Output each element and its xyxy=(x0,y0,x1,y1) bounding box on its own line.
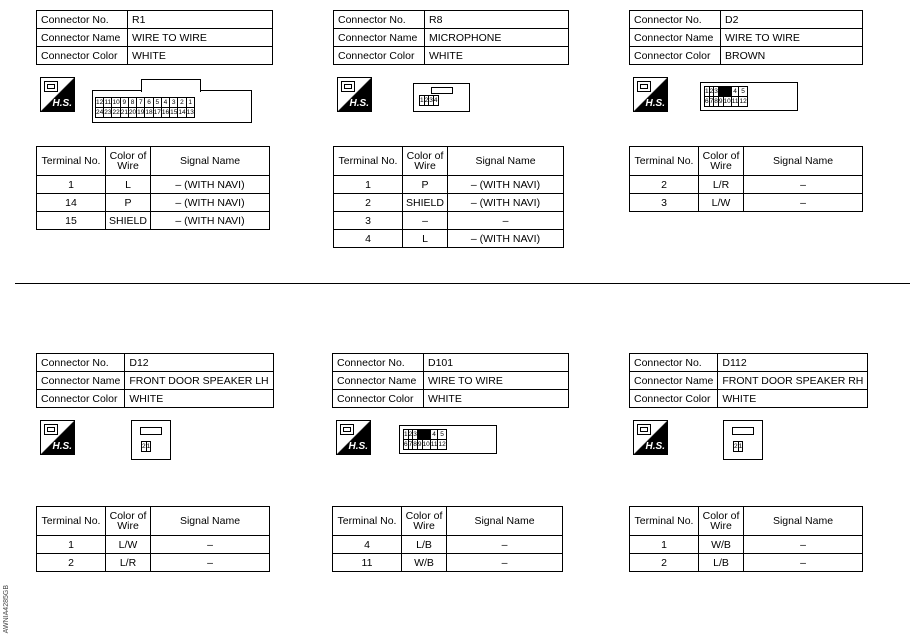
terminal-no: 14 xyxy=(37,194,106,212)
terminal-no-header: Terminal No. xyxy=(37,507,106,536)
connector-color-label: Connector Color xyxy=(630,47,721,65)
pin-cell: 1 xyxy=(146,442,151,450)
pin-cell: 18 xyxy=(145,108,153,116)
pin-cell: 9 xyxy=(718,97,723,105)
connector-info-table xyxy=(333,10,569,65)
pin-cell: 1 xyxy=(186,98,194,108)
pin-cell: 3 xyxy=(714,87,718,95)
terminal-row xyxy=(334,176,564,194)
wire-color: W/B xyxy=(699,536,744,554)
pin-cell: 2 xyxy=(142,442,146,450)
terminal-no-header: Terminal No. xyxy=(334,147,403,176)
connector-pin-grid xyxy=(733,441,743,452)
signal-name-header: Signal Name xyxy=(151,147,270,176)
pin-cell: 17 xyxy=(153,108,161,116)
figure-code: AWNIA4285GB xyxy=(3,585,10,634)
terminal-row xyxy=(37,176,270,194)
connector-color-value: WHITE xyxy=(425,47,569,65)
pin-cavity-blocked xyxy=(417,430,430,440)
connector-name-label: Connector Name xyxy=(334,29,425,47)
terminal-row xyxy=(37,194,270,212)
terminal-row xyxy=(37,536,270,554)
pin-cell: 7 xyxy=(709,97,714,105)
signal-name: – xyxy=(744,194,863,212)
pin-cell: 11 xyxy=(104,98,112,106)
signal-name: – (WITH NAVI) xyxy=(151,212,270,230)
terminal-no: 4 xyxy=(334,230,403,248)
hs-label: H.S. xyxy=(349,98,369,109)
connector-color-label: Connector Color xyxy=(37,390,125,408)
pin-cell: 9 xyxy=(120,98,128,108)
signal-name: – xyxy=(744,536,863,554)
wire-color: P xyxy=(106,194,151,212)
wire-color: L/W xyxy=(699,194,744,212)
pin-cell: 6 xyxy=(705,97,709,105)
connector-no-value: D12 xyxy=(125,354,273,372)
pin-cell: 1 xyxy=(404,430,408,438)
pin-cell: 12 xyxy=(739,97,747,105)
pin-cell: 22 xyxy=(112,108,120,116)
wire-color: L/W xyxy=(106,536,151,554)
hs-label: H.S. xyxy=(645,98,665,109)
hs-harness-side-icon xyxy=(40,420,75,455)
terminal-no: 2 xyxy=(334,194,403,212)
pin-cell: 2 xyxy=(178,98,186,108)
connector-info-table xyxy=(36,353,274,408)
pin-cavity-blocked xyxy=(718,87,731,97)
terminal-row xyxy=(333,554,563,572)
signal-name: – xyxy=(151,554,270,572)
pin-cell: 10 xyxy=(422,440,430,448)
pin-cell: 23 xyxy=(104,108,112,116)
connector-no-value: R1 xyxy=(128,11,273,29)
terminal-row xyxy=(37,212,270,230)
pin-cell: 11 xyxy=(430,440,438,448)
terminal-row xyxy=(334,194,564,212)
connector-no-label: Connector No. xyxy=(630,354,718,372)
connector-info-table xyxy=(629,10,863,65)
pin-cell: 2 xyxy=(408,430,413,438)
pin-cell: 7 xyxy=(408,440,413,448)
pin-cell: 10 xyxy=(112,98,120,106)
connector-name-value: FRONT DOOR SPEAKER RH xyxy=(718,372,868,390)
terminal-row xyxy=(630,536,863,554)
connector-color-label: Connector Color xyxy=(334,47,425,65)
pin-cell: 13 xyxy=(186,108,194,116)
pin-cell: 2 xyxy=(424,96,429,104)
pin-cell: 4 xyxy=(731,87,739,97)
connector-color-value: BROWN xyxy=(721,47,863,65)
pin-cell: 5 xyxy=(153,98,161,108)
connector-no-label: Connector No. xyxy=(334,11,425,29)
hs-harness-side-icon xyxy=(40,77,75,112)
terminal-table xyxy=(36,146,270,230)
connector-color-label: Connector Color xyxy=(630,390,718,408)
connector-name-value: WIRE TO WIRE xyxy=(424,372,569,390)
terminal-no: 2 xyxy=(37,554,106,572)
terminal-table xyxy=(36,506,270,572)
color-of-wire-header: Color of Wire xyxy=(699,147,744,176)
connector-icon xyxy=(340,424,354,435)
connector-icon xyxy=(44,424,58,435)
signal-name-header: Signal Name xyxy=(151,507,270,536)
connector-no-value: D112 xyxy=(718,354,868,372)
terminal-row xyxy=(630,176,863,194)
pin-cell: 3 xyxy=(170,98,178,108)
connector-color-value: WHITE xyxy=(718,390,868,408)
hs-harness-side-icon xyxy=(336,420,371,455)
terminal-no: 1 xyxy=(630,536,699,554)
pin-cell: 9 xyxy=(417,440,422,448)
pin-cell: 16 xyxy=(161,108,170,116)
pin-cell: 3 xyxy=(429,96,433,104)
terminal-no: 3 xyxy=(334,212,403,230)
hs-label: H.S. xyxy=(52,441,72,452)
terminal-no: 1 xyxy=(334,176,403,194)
signal-name: – (WITH NAVI) xyxy=(448,176,564,194)
connector-color-value: WHITE xyxy=(125,390,273,408)
hs-label: H.S. xyxy=(348,441,368,452)
connector-no-label: Connector No. xyxy=(333,354,424,372)
terminal-row xyxy=(630,554,863,572)
color-of-wire-header: Color of Wire xyxy=(402,507,447,536)
connector-no-value: R8 xyxy=(425,11,569,29)
signal-name: – (WITH NAVI) xyxy=(151,194,270,212)
connector-drawing xyxy=(723,420,763,460)
connector-icon xyxy=(637,424,651,435)
pin-cell: 3 xyxy=(413,430,417,438)
color-of-wire-header: Color of Wire xyxy=(106,507,151,536)
pin-cell: 4 xyxy=(430,430,438,440)
signal-name: – xyxy=(447,536,563,554)
terminal-no: 1 xyxy=(37,536,106,554)
terminal-no-header: Terminal No. xyxy=(630,507,699,536)
signal-name: – xyxy=(447,554,563,572)
terminal-row xyxy=(334,230,564,248)
connector-no-value: D2 xyxy=(721,11,863,29)
terminal-table xyxy=(332,506,563,572)
wire-color: SHIELD xyxy=(403,194,448,212)
pin-cell: 21 xyxy=(120,108,128,116)
signal-name: – xyxy=(151,536,270,554)
signal-name: – (WITH NAVI) xyxy=(151,176,270,194)
color-of-wire-header: Color of Wire xyxy=(699,507,744,536)
connector-no-label: Connector No. xyxy=(630,11,721,29)
terminal-no-header: Terminal No. xyxy=(630,147,699,176)
pin-cell: 6 xyxy=(404,440,408,448)
connector-name-value: FRONT DOOR SPEAKER LH xyxy=(125,372,273,390)
connector-color-label: Connector Color xyxy=(37,47,128,65)
pin-cell: 1 xyxy=(738,442,743,450)
hs-harness-side-icon xyxy=(633,420,668,455)
connector-color-value: WHITE xyxy=(128,47,273,65)
terminal-no-header: Terminal No. xyxy=(37,147,106,176)
connector-drawing xyxy=(92,90,252,123)
connector-name-label: Connector Name xyxy=(37,29,128,47)
connector-color-label: Connector Color xyxy=(333,390,424,408)
terminal-no: 4 xyxy=(333,536,402,554)
terminal-row xyxy=(630,194,863,212)
terminal-no-header: Terminal No. xyxy=(333,507,402,536)
divider-line xyxy=(15,283,910,284)
pin-cell: 8 xyxy=(413,440,417,448)
pin-cell: 1 xyxy=(420,96,424,104)
terminal-no: 2 xyxy=(630,554,699,572)
pin-cell: 11 xyxy=(731,97,739,105)
signal-name-header: Signal Name xyxy=(744,507,863,536)
wire-color: SHIELD xyxy=(106,212,151,230)
signal-name: – xyxy=(744,176,863,194)
connector-pin-grid xyxy=(419,95,439,106)
pin-cell: 8 xyxy=(128,98,136,108)
terminal-no: 15 xyxy=(37,212,106,230)
signal-name: – xyxy=(448,212,564,230)
connector-name-value: WIRE TO WIRE xyxy=(128,29,273,47)
pin-cell: 2 xyxy=(709,87,714,95)
wire-color: L xyxy=(403,230,448,248)
terminal-no: 2 xyxy=(630,176,699,194)
color-of-wire-header: Color of Wire xyxy=(106,147,151,176)
connector-name-label: Connector Name xyxy=(333,372,424,390)
wire-color: – xyxy=(403,212,448,230)
pin-cell: 20 xyxy=(128,108,137,116)
signal-name-header: Signal Name xyxy=(447,507,563,536)
pin-cell: 19 xyxy=(137,108,145,116)
color-of-wire-header: Color of Wire xyxy=(403,147,448,176)
pin-cell: 14 xyxy=(178,108,186,116)
pin-cell: 15 xyxy=(170,108,178,116)
terminal-no: 3 xyxy=(630,194,699,212)
connector-info-table xyxy=(36,10,273,65)
connector-icon xyxy=(637,81,651,92)
pin-cell: 4 xyxy=(433,96,438,104)
connector-drawing xyxy=(700,82,798,111)
connector-color-value: WHITE xyxy=(424,390,569,408)
terminal-table xyxy=(333,146,564,248)
terminal-no: 1 xyxy=(37,176,106,194)
wire-color: L/B xyxy=(402,536,447,554)
wire-color: W/B xyxy=(402,554,447,572)
signal-name: – xyxy=(744,554,863,572)
signal-name: – (WITH NAVI) xyxy=(448,194,564,212)
connector-no-label: Connector No. xyxy=(37,354,125,372)
terminal-no: 11 xyxy=(333,554,402,572)
connector-pin-grid xyxy=(403,429,447,450)
wire-color: L/R xyxy=(699,176,744,194)
connector-name-label: Connector Name xyxy=(630,29,721,47)
connector-name-label: Connector Name xyxy=(37,372,125,390)
pin-cell: 1 xyxy=(705,87,709,95)
terminal-row xyxy=(334,212,564,230)
pin-cell: 7 xyxy=(137,98,145,108)
connector-no-label: Connector No. xyxy=(37,11,128,29)
connector-pin-grid xyxy=(141,441,151,452)
hs-label: H.S. xyxy=(645,441,665,452)
connector-info-table xyxy=(629,353,868,408)
connector-drawing xyxy=(131,420,171,460)
wire-color: L xyxy=(106,176,151,194)
connector-no-value: D101 xyxy=(424,354,569,372)
hs-harness-side-icon xyxy=(633,77,668,112)
wire-color: P xyxy=(403,176,448,194)
connector-name-label: Connector Name xyxy=(630,372,718,390)
terminal-table xyxy=(629,506,863,572)
pin-cell: 10 xyxy=(723,97,731,105)
pin-cell: 6 xyxy=(145,98,153,108)
terminal-table xyxy=(629,146,863,212)
pin-cell: 12 xyxy=(438,440,446,448)
pin-cell: 5 xyxy=(739,87,747,97)
wire-color: L/B xyxy=(699,554,744,572)
signal-name-header: Signal Name xyxy=(448,147,564,176)
connector-icon xyxy=(44,81,58,92)
hs-label: H.S. xyxy=(52,98,72,109)
connector-pin-grid xyxy=(704,86,748,107)
pin-cell: 12 xyxy=(96,98,104,106)
connector-name-value: WIRE TO WIRE xyxy=(721,29,863,47)
pin-cell: 24 xyxy=(96,108,104,116)
connector-drawing xyxy=(413,83,470,112)
terminal-row xyxy=(333,536,563,554)
pin-cell: 2 xyxy=(734,442,738,450)
signal-name: – (WITH NAVI) xyxy=(448,230,564,248)
wire-color: L/R xyxy=(106,554,151,572)
connector-icon xyxy=(341,81,355,92)
connector-info-table xyxy=(332,353,569,408)
hs-harness-side-icon xyxy=(337,77,372,112)
connector-pin-grid xyxy=(95,97,195,118)
pin-cell: 5 xyxy=(438,430,446,440)
connector-drawing xyxy=(399,425,497,454)
pin-cell: 8 xyxy=(714,97,718,105)
signal-name-header: Signal Name xyxy=(744,147,863,176)
terminal-row xyxy=(37,554,270,572)
connector-name-value: MICROPHONE xyxy=(425,29,569,47)
pin-cell: 4 xyxy=(161,98,169,108)
